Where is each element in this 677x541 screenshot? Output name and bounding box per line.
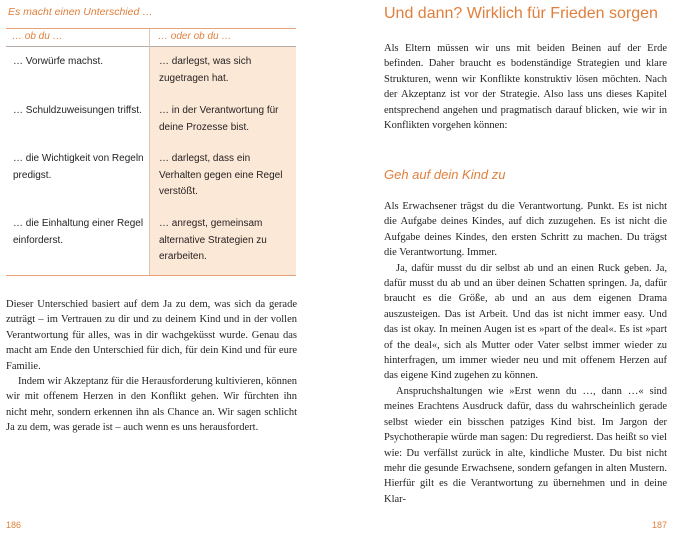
table-column-divider: [149, 29, 150, 275]
left-page: [0, 0, 338, 541]
paragraph: Dieser Unterschied basiert auf dem Ja zu dem, was sich da gerade zuträgt – im Vertrauen zu dir und zu deinem Kind und in der vollen Verantwortung für alles, was in dir wachgeküsst wurde. Genau das macht am Ende den Unterschied für dich, für dein Kind und für eure Familie.: [6, 299, 297, 372]
table-cell: … darlegst, dass ein Verhalten gegen eine Regel verstößt.: [159, 153, 283, 197]
paragraph: Anspruchshaltungen wie »Erst wenn du …, dann …« sind meines Erachtens Ausdruck dafür, dass du wahrscheinlich gerade selbst wieder ein bisschen patziges Kind bist. Im Jargon der Psychotherapie würde man sagen: Du regredierst. Das heißt so viel wie: Du verfällst zurück in alte, kindliche Muster. Du bist nicht mehr die gesunde Erwachsene, sondern gefangen in alten Mustern. Hierfür gilt es die Verantwortung zu übernehmen und in deine Klar-: [384, 385, 667, 505]
right-page: [340, 0, 677, 541]
section-title: Geh auf dein Kind zu: [384, 167, 506, 182]
page-number-right: 187: [651, 520, 667, 530]
table-bottom-rule: [6, 275, 296, 276]
table-header: [6, 28, 296, 47]
table-cell: … Vorwürfe machst.: [13, 56, 104, 67]
paragraph: Als Eltern müssen wir uns mit beiden Beinen auf der Erde befinden. Daher braucht es bodenständige Strategien und klare Strukturen, wenn wir Konflikte konstruktiv lösen möchten. Nach der Akzeptanz ist vor der Strategie. Also lass uns dieses Kapitel entsprechend angehen und pragmatisch darauf blicken, wie wir in Konflikten vorgehen können:: [384, 43, 667, 132]
table-cell: … die Einhaltung einer Regel einforderst.: [13, 218, 144, 246]
table-header-col1: … ob du …: [12, 31, 63, 42]
paragraph: Ja, dafür musst du dir selbst ab und an einen Ruck geben. Ja, dafür musst du ab und an über deinen Schatten springen. Ja, dafür braucht es die Größe, ab und an aus dem eigenen Drama auszusteigen. Das ist Arbeit. Und das ist nicht immer easy. Und das ist okay. In meinen Augen ist es »part of the deal«. Es ist »part of the deal«, sich als Mutter oder Vater selbst immer wieder zu hinterfragen, um immer wieder neu und mit offenem Herzen auf das eigene Kind zugehen zu können.: [384, 262, 667, 382]
table-cell: … die Wichtigkeit von Regeln predigst.: [13, 153, 144, 181]
table-cell: … Schuldzuweisungen triffst.: [13, 105, 142, 116]
table-header-col2: … oder ob du …: [158, 31, 232, 42]
intro-text: [384, 41, 667, 133]
table-cell: … in der Verantwortung für deine Prozesse bist.: [159, 105, 279, 133]
right-body-text: [384, 199, 667, 507]
left-body-text: [6, 297, 297, 436]
paragraph: Indem wir Akzeptanz für die Herausforderung kultivieren, können wir mit offenem Herzen in den Konflikt gehen. Wir fürchten ihn nicht mehr, sondern erkennen ihn als Chance an. Wir sagen schlicht Ja zu dem, was gerade ist – auch wenn es uns herausfordert.: [6, 376, 297, 434]
table-title: Es macht einen Unterschied …: [8, 6, 153, 18]
chapter-title: Und dann? Wirklich für Frieden sorgen: [384, 5, 658, 22]
page-number-left: 186: [6, 520, 22, 530]
paragraph: Als Erwachsener trägst du die Verantwortung. Punkt. Es ist nicht die Aufgabe deines Kindes, auf dich zuzugehen. Es ist nicht die Aufgabe deines Kindes, den ersten Schritt zu machen. Du trägst die Verantwortung. Immer.: [384, 201, 667, 259]
table-cell: … anregst, gemeinsam alternative Strategien zu erarbeiten.: [159, 218, 267, 262]
table-cell: … darlegst, was sich zugetragen hat.: [159, 56, 252, 84]
